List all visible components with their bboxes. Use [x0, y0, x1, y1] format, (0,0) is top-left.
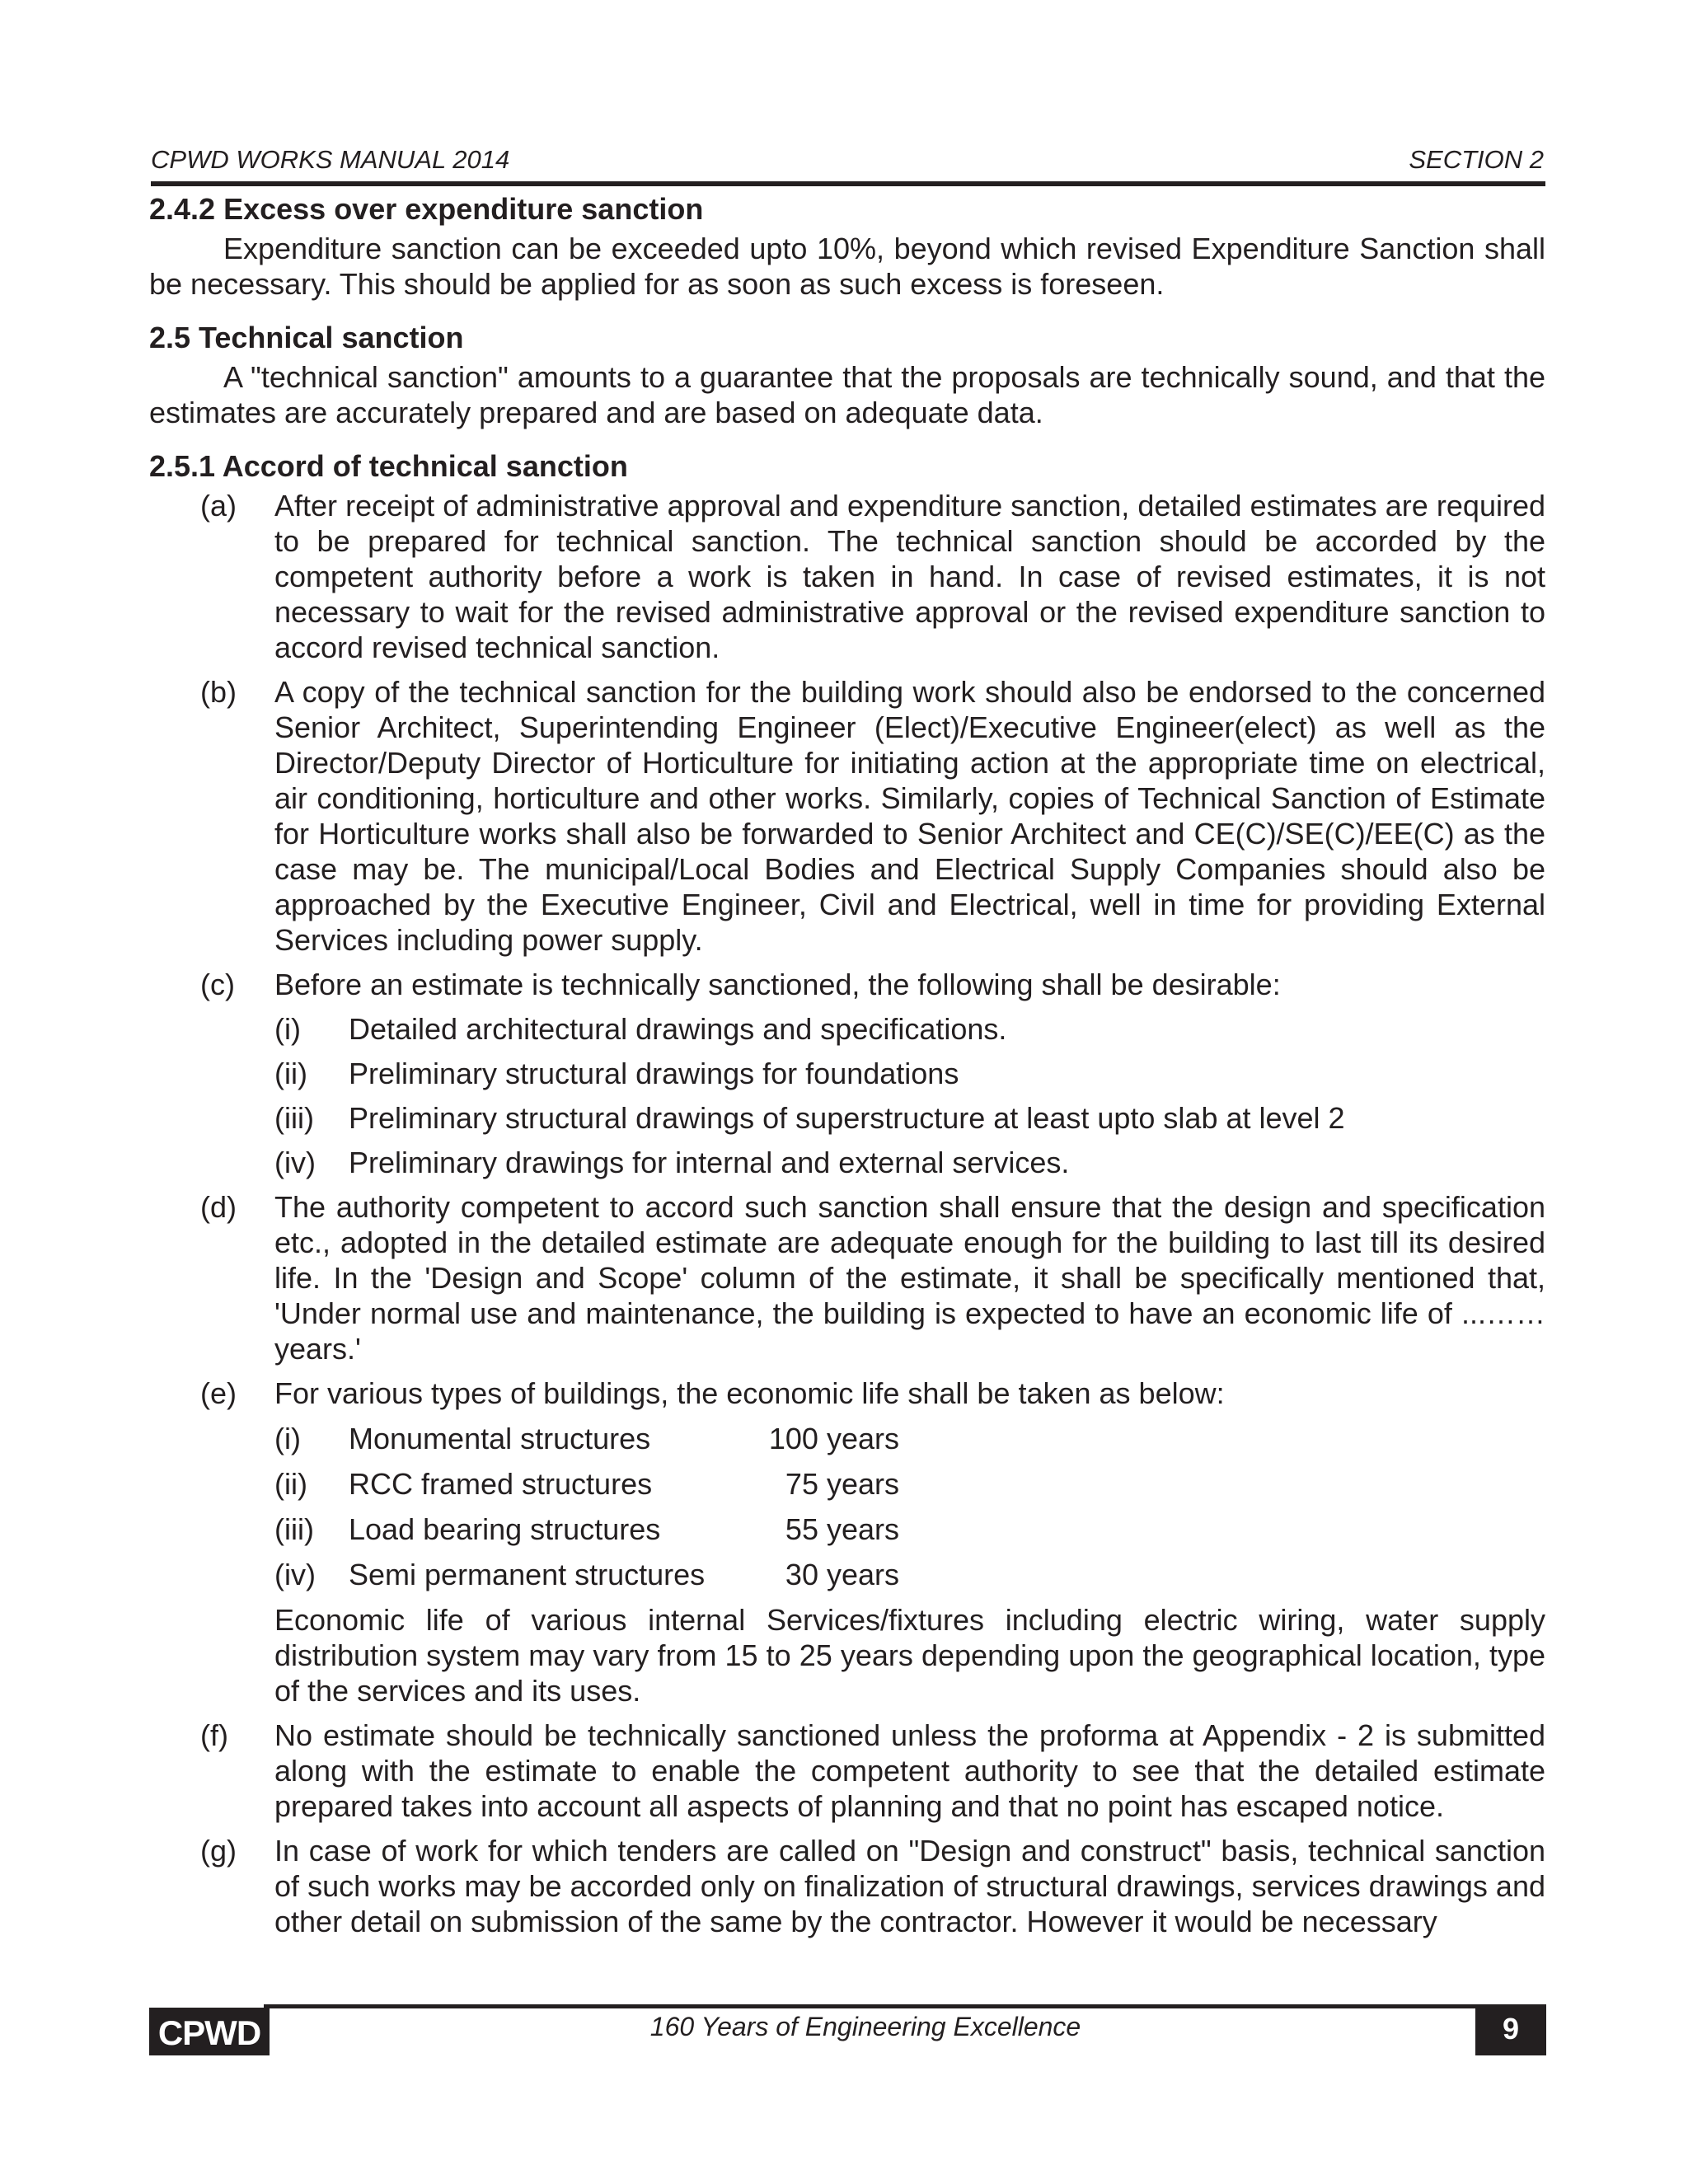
sub-item-text: Preliminary structural drawings for foundations: [349, 1057, 959, 1090]
sub-item-text: Preliminary drawings for internal and external services.: [349, 1146, 1070, 1179]
list-item-text: In case of work for which tenders are called on "Design and construct" basis, technical sanction of such works may be accorded only on finalization of structural drawings, services drawings and other detail on submission of the same by the contractor. However it would be necessary: [274, 1834, 1545, 1938]
list-item-text: After receipt of administrative approval and expenditure sanction, detailed estimates are required to be prepared for technical sanction. The technical sanction should be accorded by the competent authority before a work is taken in hand. In case of revised estimates, it is not necessary to wait for the revised administrative approval or the revised expenditure sanction to accord revised technical sanction.: [274, 489, 1545, 664]
manual-title: CPWD WORKS MANUAL 2014: [151, 145, 510, 174]
row-marker: (iii): [274, 1512, 314, 1546]
section-label: SECTION 2: [1409, 145, 1544, 174]
list-item-f: [149, 1718, 1545, 1824]
economic-life-row: [274, 1466, 1545, 1502]
list-item-e: [149, 1376, 1545, 1708]
row-marker: (iv): [274, 1558, 316, 1591]
list-marker: (a): [200, 489, 237, 523]
sub-item-text: Preliminary structural drawings of superstructure at least upto slab at level 2: [349, 1101, 1345, 1135]
structure-type: RCC framed structures: [349, 1467, 653, 1501]
sub-item: [274, 1011, 1545, 1047]
structure-type: Load bearing structures: [349, 1512, 661, 1546]
paragraph-2-5: A "technical sanction" amounts to a guarantee that the proposals are technically sound, and that the estimates are accurately prepared and are based on adequate data.: [149, 360, 1545, 429]
paragraph-2-4-2: Expenditure sanction can be exceeded upto 10%, beyond which revised Expenditure Sanction shall be necessary. This should be applied for as soon as such excess is foreseen.: [149, 232, 1545, 301]
list-item-g: [149, 1833, 1545, 1939]
sub-item-text: Detailed architectural drawings and specifications.: [349, 1012, 1007, 1046]
economic-life-note: Economic life of various internal Services/fixtures including electric wiring, water supply distribution system may vary from 15 to 25 years depending upon the geographical location, type of the services and its uses.: [274, 1603, 1545, 1708]
list-item-d: [149, 1189, 1545, 1366]
list-marker: (g): [200, 1834, 237, 1868]
header-rule: [151, 181, 1545, 186]
list-marker: (e): [200, 1376, 237, 1410]
heading-2-4-2: 2.4.2 Excess over expenditure sanction: [149, 192, 704, 226]
economic-life: 100 years: [768, 1422, 899, 1455]
heading-2-5-1: 2.5.1 Accord of technical sanction: [149, 449, 628, 483]
sub-item: [274, 1145, 1545, 1180]
sub-item: [274, 1056, 1545, 1091]
list-item-a: [149, 488, 1545, 665]
economic-life-row: [274, 1557, 1545, 1592]
structure-type: Semi permanent structures: [349, 1558, 706, 1591]
list-marker: (d): [200, 1190, 237, 1224]
economic-life: 75 years: [785, 1467, 899, 1501]
sub-marker: (i): [274, 1012, 301, 1046]
list-item-b: [149, 674, 1545, 958]
list-item-c: [149, 967, 1545, 1180]
economic-life: 30 years: [785, 1558, 899, 1591]
logo-text: CPWD: [157, 2013, 261, 2052]
sub-marker: (iii): [274, 1101, 314, 1135]
list-marker: (f): [200, 1718, 228, 1752]
structure-type: Monumental structures: [349, 1422, 651, 1455]
page-content: [149, 191, 1545, 1939]
row-marker: (i): [274, 1422, 301, 1455]
page-header: [151, 145, 1544, 178]
list-item-text: Before an estimate is technically sanctioned, the following shall be desirable:: [274, 968, 1281, 1001]
list-item-text: A copy of the technical sanction for the building work should also be endorsed to the concerned Senior Architect, Superintending Engineer (Elect)/Executive Engineer(elect) as well as the Director/Deputy Director of Horticulture for initiating action at the appropriate time on electrical, air conditioning, horticulture and other works. Similarly, copies of Technical Sanction of Estimate for Horticulture works shall also be forwarded to Senior Architect and CE(C)/SE(C)/EE(C) as the case may be. The municipal/Local Bodies and Electrical Supply Companies should also be approached by the Executive Engineer, Civil and Electrical, well in time for providing External Services including power supply.: [274, 675, 1545, 957]
list-marker: (b): [200, 675, 237, 709]
sub-marker: (iv): [274, 1146, 316, 1179]
sub-marker: (ii): [274, 1057, 307, 1090]
list-marker: (c): [200, 968, 235, 1001]
page-number: 9: [1502, 2012, 1520, 2046]
list-item-text: The authority competent to accord such sanction shall ensure that the design and specification etc., adopted in the detailed estimate are adequate enough for the building to last till its desired life. In the 'Design and Scope' column of the estimate, it shall be specifically mentioned that, 'Under normal use and maintenance, the building is expected to have an economic life of ...…… years.': [274, 1190, 1545, 1366]
economic-life: 55 years: [785, 1512, 899, 1546]
heading-2-5: 2.5 Technical sanction: [149, 321, 464, 354]
list-item-text: For various types of buildings, the economic life shall be taken as below:: [274, 1376, 1225, 1410]
economic-life-row: [274, 1421, 1545, 1456]
economic-life-row: [274, 1511, 1545, 1547]
row-marker: (ii): [274, 1467, 307, 1501]
sub-item: [274, 1100, 1545, 1136]
cpwd-logo: [149, 2008, 270, 2055]
list-item-text: No estimate should be technically sanctioned unless the proforma at Appendix - 2 is submitted along with the estimate to enable the competent authority to see that the detailed estimate prepared takes into account all aspects of planning and that no point has escaped notice.: [274, 1718, 1545, 1823]
footer-tagline: 160 Years of Engineering Excellence: [649, 2012, 1081, 2041]
page-number-box: [1475, 2004, 1546, 2055]
